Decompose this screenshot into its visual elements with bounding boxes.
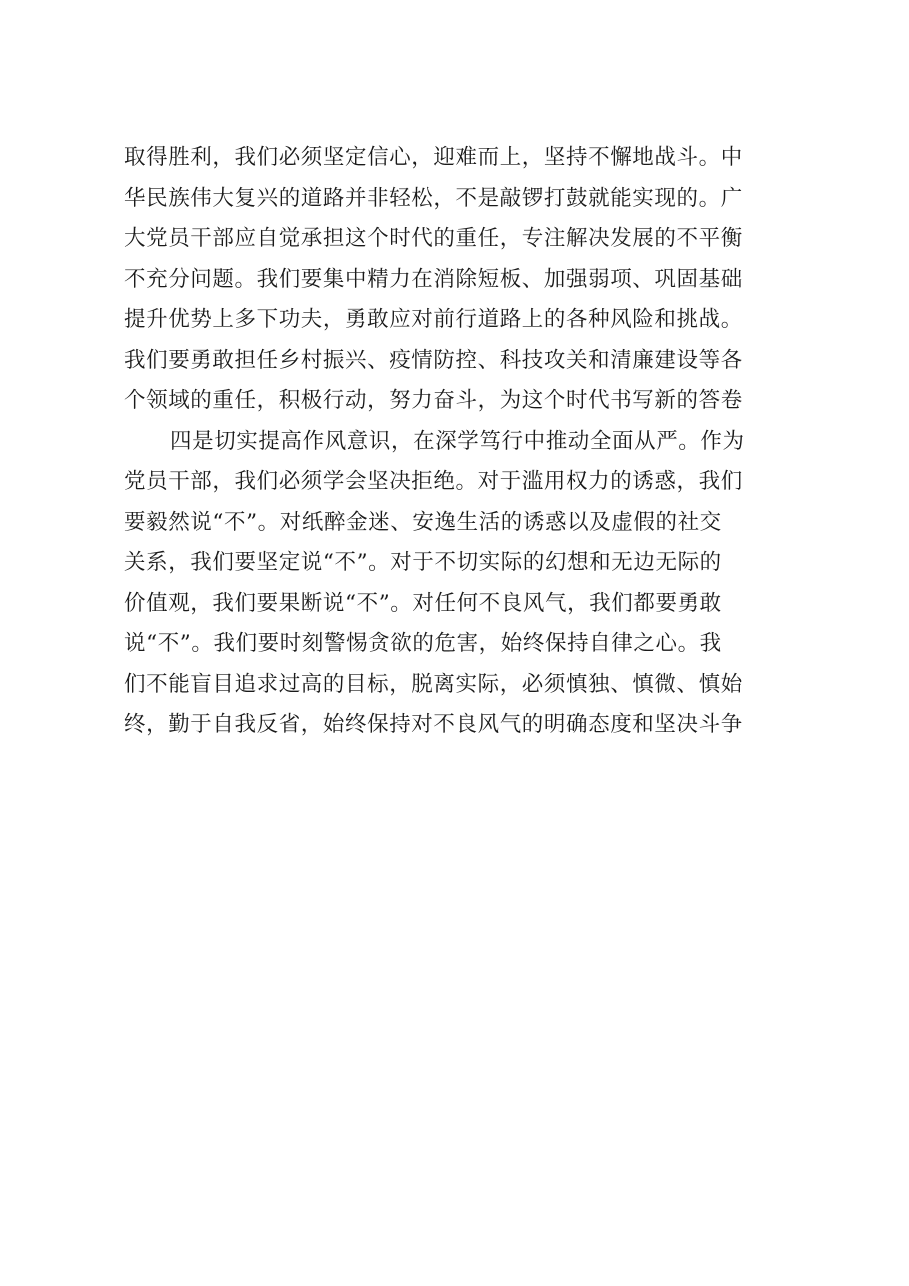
paragraph-point-four <box>124 422 814 746</box>
text-line: 大党员干部应自觉承担这个时代的重任，专注解决发展的不平衡 <box>124 226 743 251</box>
text-line: 价值观，我们要果断说“不”。对任何不良风气，我们都要勇敢 <box>124 590 722 616</box>
text-line: 关系，我们要坚定说“不”。对于不切实际的幻想和无边无际的 <box>124 550 722 575</box>
text-line: 要毅然说“不”。对纸醉金迷、安逸生活的诱惑以及虚假的社交 <box>124 509 722 535</box>
text-line: 党员干部，我们必须学会坚决拒绝。对于滥用权力的诱惑，我们 <box>124 469 743 494</box>
body-text <box>124 138 814 746</box>
text-line: 我们要勇敢担任乡村振兴、疫情防控、科技攻关和清廉建设等各 <box>124 347 743 373</box>
text-line: 们不能盲目追求过高的目标，脱离实际，必须慎独、慎微、慎始 <box>124 671 743 697</box>
text-line: 个领域的重任，积极行动，努力奋斗，为这个时代书写新的答卷 <box>124 388 743 413</box>
text-line: 不充分问题。我们要集中精力在消除短板、加强弱项、巩固基础 <box>124 266 743 292</box>
paragraph-first-line: 四是切实提高作风意识，在深学笃行中推动全面从严。作为 <box>170 428 745 454</box>
text-line: 华民族伟大复兴的道路并非轻松，不是敲锣打鼓就能实现的。广 <box>124 185 743 211</box>
paragraph-continuation <box>124 138 814 422</box>
text-line: 提升优势上多下功夫，勇敢应对前行道路上的各种风险和挑战。 <box>124 307 743 332</box>
text-line: 取得胜利，我们必须坚定信心，迎难而上，坚持不懈地战斗。中 <box>124 145 743 170</box>
text-line: 终，勤于自我反省，始终保持对不良风气的明确态度和坚决斗争 <box>124 712 743 737</box>
text-line: 说“不”。我们要时刻警惕贪欲的危害，始终保持自律之心。我 <box>124 631 722 656</box>
